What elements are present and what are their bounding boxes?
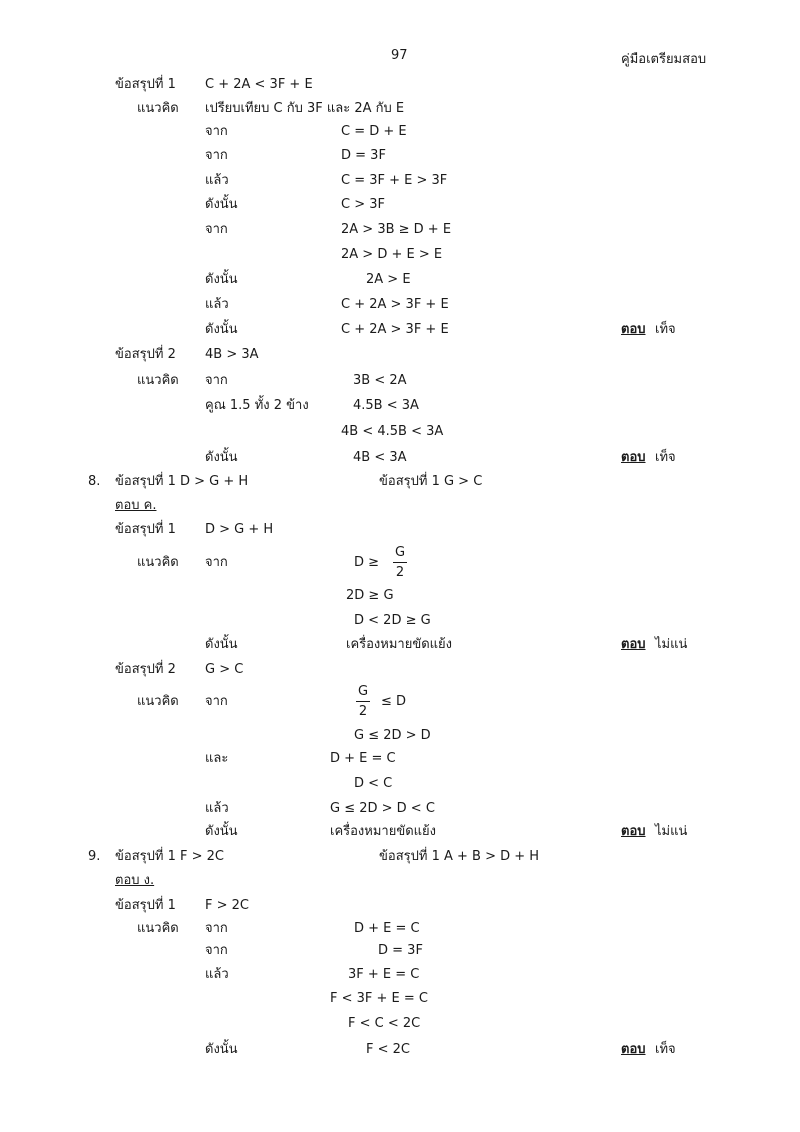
text-line: D < 2D ≥ G — [354, 613, 431, 628]
fraction-numerator: G — [357, 684, 369, 699]
text-line: เปรียบเทียบ C กับ 3F และ 2A กับ E — [205, 101, 405, 116]
text-line: เท็จ — [655, 1042, 676, 1057]
text-line: ดังนั้น — [205, 824, 238, 839]
text-line: 4B < 4.5B < 3A — [341, 424, 444, 439]
text-line: D < C — [354, 776, 393, 791]
fraction — [393, 545, 407, 580]
text-line: เครื่องหมายขัดแย้ง — [330, 824, 437, 839]
text-line: จาก — [205, 373, 228, 388]
text-line: แล้ว — [205, 297, 229, 312]
text-line: ข้อสรุปที่ 2 — [115, 662, 176, 677]
text-line: เท็จ — [655, 450, 676, 465]
text-line: แนวคิด — [137, 373, 179, 388]
answer-label: ตอบ — [621, 824, 646, 839]
text-line: D = 3F — [341, 148, 386, 163]
text-line: 3F + E = C — [348, 967, 420, 982]
text-line: D > G + H — [205, 522, 274, 537]
fraction — [356, 684, 370, 719]
text-line: ดังนั้น — [205, 637, 238, 652]
text-line: F < C < 2C — [348, 1016, 421, 1031]
text-line: เท็จ — [655, 322, 676, 337]
page-number: 97 — [391, 48, 408, 63]
text-line: 2D ≥ G — [346, 588, 394, 603]
text-line: 2A > 3B ≥ D + E — [341, 222, 452, 237]
answer-label: ตอบ — [621, 322, 646, 337]
text-line: ข้อสรุปที่ 2 — [115, 347, 176, 362]
text-line: ดังนั้น — [205, 322, 238, 337]
fraction-bar — [393, 562, 407, 563]
text-line: ดังนั้น — [205, 272, 238, 287]
text-line: 8. — [88, 474, 101, 489]
text-line: จาก — [205, 124, 228, 139]
text-line: ≤ D — [381, 694, 407, 709]
text-line: ข้อสรุปที่ 1 — [115, 898, 176, 913]
text-line: ดังนั้น — [205, 450, 238, 465]
fraction-denominator: 2 — [358, 704, 368, 719]
text-line: 4B > 3A — [205, 347, 259, 362]
text-line: แนวคิด — [137, 101, 179, 116]
text-line: แนวคิด — [137, 555, 179, 570]
answer-label: ตอบ — [621, 1042, 646, 1057]
text-line: แล้ว — [205, 967, 229, 982]
fraction-numerator: G — [394, 545, 406, 560]
text-line: ดังนั้น — [205, 1042, 238, 1057]
answer-label: ตอบ — [621, 637, 646, 652]
text-line: 4.5B < 3A — [353, 398, 419, 413]
text-line: แล้ว — [205, 801, 229, 816]
text-line: ดังนั้น — [205, 197, 238, 212]
text-line: ข้อสรุปที่ 1 A + B > D + H — [379, 849, 540, 864]
text-line: C > 3F — [341, 197, 385, 212]
text-line: 9. — [88, 849, 101, 864]
text-line: ข้อสรุปที่ 1 G > C — [379, 474, 483, 489]
text-line: แนวคิด — [137, 694, 179, 709]
text-line: ข้อสรุปที่ 1 F > 2C — [115, 849, 224, 864]
text-line: ข้อสรุปที่ 1 — [115, 77, 176, 92]
text-line: F < 2C — [366, 1042, 410, 1057]
text-line: เครื่องหมายขัดแย้ง — [346, 637, 453, 652]
text-line: จาก — [205, 555, 228, 570]
text-line: G ≤ 2D > D < C — [330, 801, 435, 816]
text-line: G > C — [205, 662, 244, 677]
text-line: C = 3F + E > 3F — [341, 173, 448, 188]
text-line: จาก — [205, 694, 228, 709]
text-line: ข้อสรุปที่ 1 D > G + H — [115, 474, 249, 489]
text-line: จาก — [205, 222, 228, 237]
text-line: C + 2A < 3F + E — [205, 77, 313, 92]
text-line: F < 3F + E = C — [330, 991, 428, 1006]
text-line: ข้อสรุปที่ 1 — [115, 522, 176, 537]
text-line: ไม่แน่ — [655, 824, 688, 839]
text-line: แล้ว — [205, 173, 229, 188]
text-line: ตอบ ง. — [115, 873, 155, 888]
fraction-denominator: 2 — [395, 565, 405, 580]
text-line: 2A > E — [366, 272, 411, 287]
text-line: ตอบ ค. — [115, 498, 157, 513]
fraction-bar — [356, 701, 370, 702]
answer-label: ตอบ — [621, 450, 646, 465]
text-line: G ≤ 2D > D — [354, 728, 431, 743]
text-line: จาก — [205, 943, 228, 958]
text-line: F > 2C — [205, 898, 249, 913]
text-line: C + 2A > 3F + E — [341, 322, 449, 337]
text-line: 2A > D + E > E — [341, 247, 443, 262]
text-line: ไม่แน่ — [655, 637, 688, 652]
text-line: D = 3F — [378, 943, 423, 958]
text-line: D + E = C — [330, 751, 396, 766]
text-line: แนวคิด — [137, 921, 179, 936]
text-line: 3B < 2A — [353, 373, 407, 388]
text-line: 4B < 3A — [353, 450, 407, 465]
text-line: คูณ 1.5 ทั้ง 2 ข้าง — [205, 398, 309, 413]
text-line: C + 2A > 3F + E — [341, 297, 449, 312]
text-line: จาก — [205, 921, 228, 936]
book-title: คู่มือเตรียมสอบ — [621, 52, 707, 67]
text-line: D ≥ — [354, 555, 380, 570]
text-line: C = D + E — [341, 124, 407, 139]
text-line: D + E = C — [354, 921, 420, 936]
text-line: จาก — [205, 148, 228, 163]
text-line: และ — [205, 751, 229, 766]
